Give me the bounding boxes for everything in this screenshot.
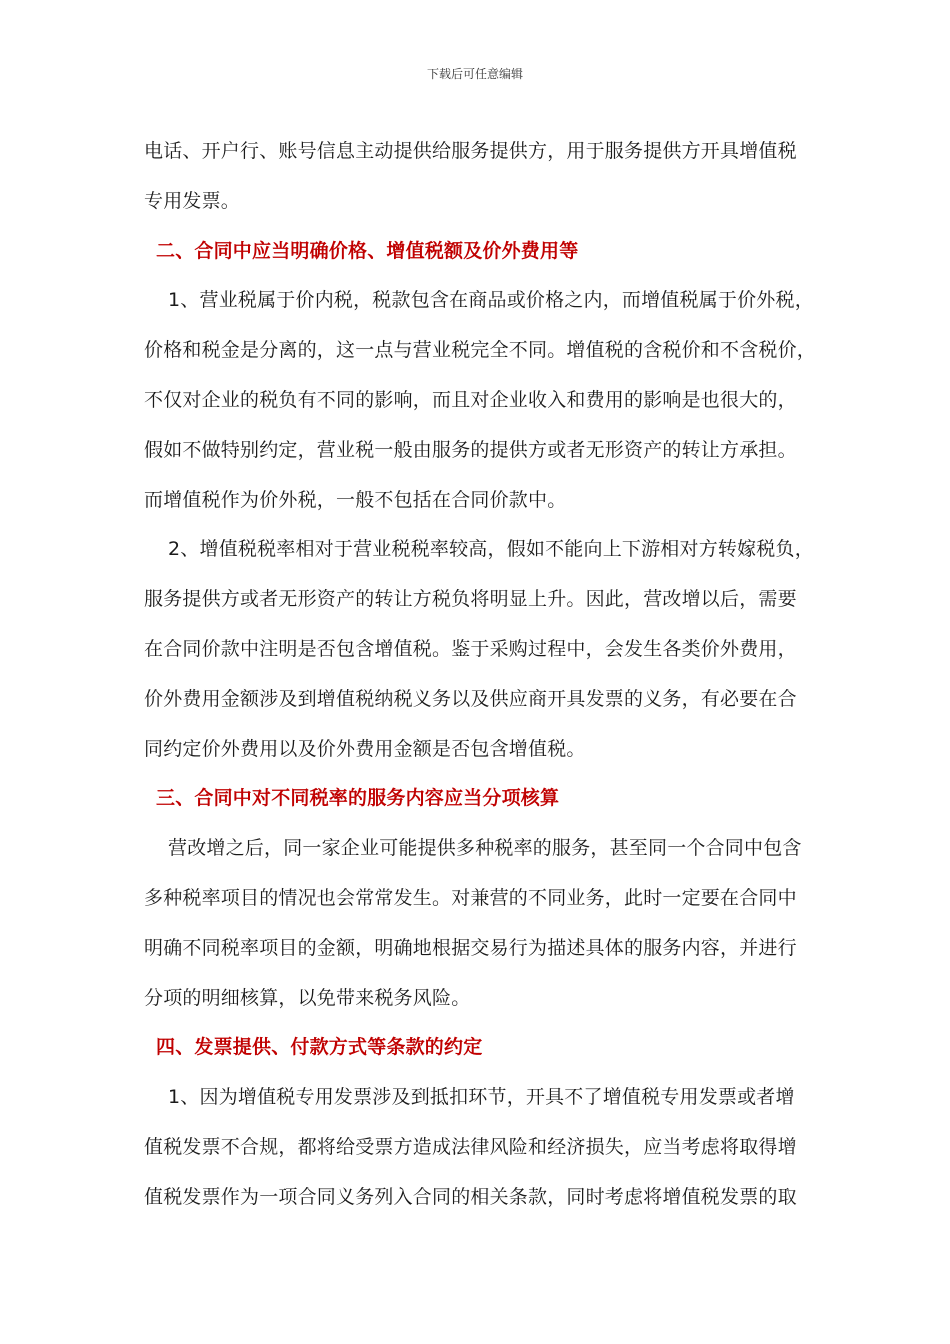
paragraph-line: 价格和税金是分离的，这一点与营业税完全不同。增值税的含税价和不含税价，: [144, 339, 817, 362]
section-heading: 二、合同中应当明确价格、增值税额及价外费用等: [156, 239, 579, 262]
paragraph-line: 1、营业税属于价内税，税款包含在商品或价格之内，而增值税属于价外税，: [168, 289, 814, 312]
paragraph-line: 营改增之后，同一家企业可能提供多种税率的服务，甚至同一个合同中包含: [168, 837, 802, 860]
paragraph-line: 值税发票作为一项合同义务列入合同的相关条款，同时考虑将增值税发票的取: [144, 1185, 797, 1208]
section-heading: 四、发票提供、付款方式等条款的约定: [156, 1036, 483, 1059]
paragraph-line: 1、因为增值税专用发票涉及到抵扣环节，开具不了增值税专用发票或者增: [168, 1086, 795, 1109]
paragraph-line: 专用发票。: [144, 189, 241, 212]
paragraph-line: 假如不做特别约定，营业税一般由服务的提供方或者无形资产的转让方承担。: [144, 438, 797, 461]
paragraph-line: 同约定价外费用以及价外费用金额是否包含增值税。: [144, 737, 586, 760]
paragraph-line: 电话、开户行、账号信息主动提供给服务提供方，用于服务提供方开具增值税: [144, 140, 797, 162]
paragraph-line: 而增值税作为价外税，一般不包括在合同价款中。: [144, 488, 567, 511]
section-heading: 三、合同中对不同税率的服务内容应当分项核算: [156, 787, 560, 810]
paragraph-line: 不仅对企业的税负有不同的影响，而且对企业收入和费用的影响是也很大的，: [144, 388, 797, 411]
paragraph-line: 值税发票不合规，都将给受票方造成法律风险和经济损失，应当考虑将取得增: [144, 1135, 797, 1158]
paragraph-line: 服务提供方或者无形资产的转让方税负将明显上升。因此，营改增以后，需要: [144, 588, 797, 611]
paragraph-line: 分项的明细核算，以免带来税务风险。: [144, 986, 471, 1009]
document-body: [144, 132, 824, 1228]
page-header-note: 下载后可任意编辑: [426, 67, 523, 81]
paragraph-line: 2、增值税税率相对于营业税税率较高，假如不能向上下游相对方转嫁税负，: [168, 538, 814, 561]
paragraph-line: 在合同价款中注明是否包含增值税。鉴于采购过程中，会发生各类价外费用，: [144, 637, 797, 660]
paragraph-line: 明确不同税率项目的金额，明确地根据交易行为描述具体的服务内容，并进行: [144, 936, 797, 959]
paragraph-line: 多种税率项目的情况也会常常发生。对兼营的不同业务，此时一定要在合同中: [144, 886, 797, 909]
paragraph-line: 价外费用金额涉及到增值税纳税义务以及供应商开具发票的义务，有必要在合: [144, 687, 797, 710]
